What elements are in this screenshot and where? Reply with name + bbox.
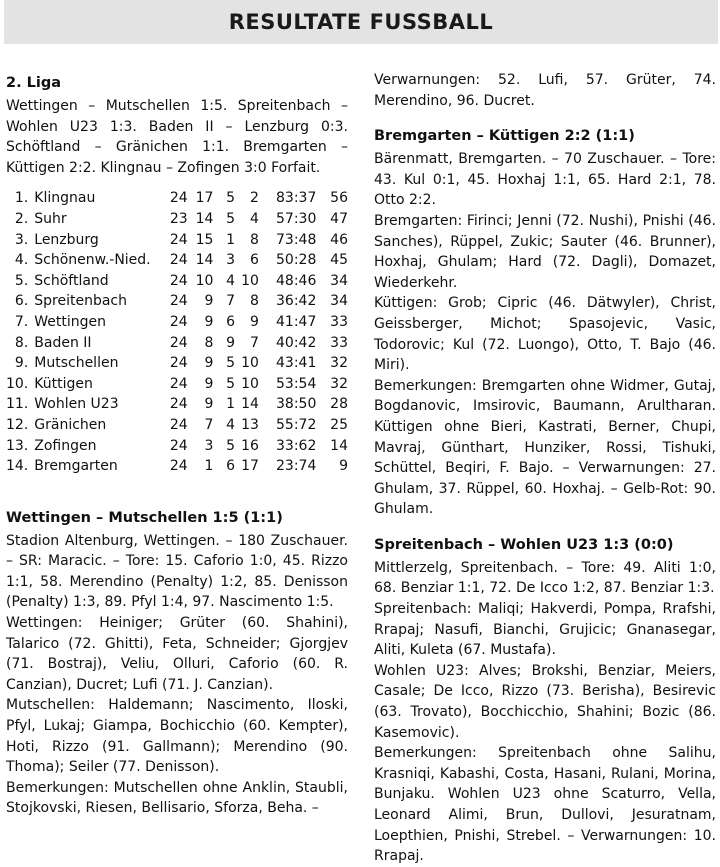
standings-goals-cell: 23:74 bbox=[276, 458, 317, 475]
lineup-team-a: Bremgarten: Firinci; Jenni (72. Nushi), Pnishi (46. Sanches), Rüppel, Zukic; Sauter (46. Brunner), Hoxhaj, Ghulam; Hard (72. Dagli), Domazet, Wiederkehr. bbox=[374, 212, 716, 291]
standings-rank-cell: 7. bbox=[14, 313, 29, 330]
standings-pts-cell: 46 bbox=[330, 231, 348, 248]
standings-gp-cell: 24 bbox=[169, 231, 188, 248]
standings-rank-cell: 1. bbox=[14, 190, 29, 207]
standings-d-cell: 4 bbox=[226, 416, 236, 433]
standings-goals-cell: 53:54 bbox=[276, 375, 317, 392]
match-title: Bremgarten – Küttigen 2:2 (1:1) bbox=[374, 128, 635, 145]
standings-d-cell: 6 bbox=[226, 458, 236, 475]
standings-d-cell: 9 bbox=[226, 334, 236, 351]
standings-rank-cell: 5. bbox=[14, 272, 29, 289]
match-remarks: Bemerkungen: Bremgarten ohne Widmer, Gutaj, Bogdanovic, Imsirovic, Baumann, Arultharan. Küttigen ohne Bieri, Kastrati, Berner, Chupi, Mavraj, Günthart, Hunziker, Rossi, Tishuki, Schüttel, Beqiri, F. Bajo. – Verwarnungen: 27. Ghulam, 37. Rüppel, 60. Hoxhaj. – Gelb-Rot: 90. Ghulam. bbox=[374, 377, 716, 518]
standings-gp-cell: 24 bbox=[169, 293, 188, 310]
standings-l-cell: 13 bbox=[241, 416, 259, 433]
standings-l-cell: 7 bbox=[249, 334, 259, 351]
standings-team-cell: Gränichen bbox=[34, 416, 107, 433]
standings-rank-cell: 13. bbox=[6, 437, 29, 454]
standings-w-cell: 17 bbox=[195, 190, 214, 207]
standings-d-cell: 1 bbox=[226, 396, 236, 413]
standings-pts-cell: 56 bbox=[330, 190, 348, 207]
standings-rank-cell: 4. bbox=[14, 252, 29, 269]
standings-goals-cell: 43:41 bbox=[276, 355, 317, 372]
standings-gp-cell: 24 bbox=[169, 313, 188, 330]
standings-gp-cell: 24 bbox=[169, 396, 188, 413]
standings-goals-cell: 48:46 bbox=[276, 272, 317, 289]
standings-team-cell: Mutschellen bbox=[34, 355, 119, 372]
standings-l-cell: 4 bbox=[249, 210, 259, 227]
standings-team-cell: Lenzburg bbox=[34, 231, 99, 248]
standings-w-cell: 14 bbox=[195, 210, 214, 227]
lineup-team-b: Küttigen: Grob; Cipric (46. Dätwyler), Christ, Geissberger, Michot; Spasojevic, Vasic, Todorovic; Kul (72. Luongo), Otto, T. Bajo (46. Miri). bbox=[374, 295, 716, 374]
standings-rank-cell: 14. bbox=[6, 458, 29, 475]
standings-w-cell: 9 bbox=[204, 313, 214, 330]
standings-pts-cell: 45 bbox=[330, 252, 348, 269]
standings-goals-cell: 83:37 bbox=[276, 190, 317, 207]
standings-goals-cell: 57:30 bbox=[276, 210, 317, 227]
standings-gp-cell: 24 bbox=[169, 190, 188, 207]
standings-team-cell: Schöftland bbox=[34, 272, 109, 289]
standings-l-cell: 8 bbox=[249, 231, 259, 248]
standings-gp-cell: 24 bbox=[169, 375, 188, 392]
standings-w-cell: 8 bbox=[204, 334, 214, 351]
standings-d-cell: 5 bbox=[226, 375, 236, 392]
left-column bbox=[6, 72, 348, 819]
standings-w-cell: 14 bbox=[195, 252, 214, 269]
lineup-team-a: Spreitenbach: Maliqi; Hakverdi, Pompa, Rrafshi, Rrapaj; Nasufi, Bianchi, Grujicic; Gnanasegar, Aliti, Kuleta (67. Mustafa). bbox=[374, 601, 716, 659]
standings-d-cell: 5 bbox=[226, 355, 236, 372]
lineup-team-a: Wettingen: Heiniger; Grüter (60. Shahini), Talarico (72. Ghitti), Feta, Schneider; Gjorgjev (71. Bostraj), Veliu, Olluri, Caforio (60. R. Canzian), Ducret; Lufi (71. J. Canzian). bbox=[6, 615, 348, 693]
match-title: Wettingen – Mutschellen 1:5 (1:1) bbox=[6, 509, 283, 526]
standings-l-cell: 10 bbox=[241, 375, 259, 392]
standings-pts-cell: 33 bbox=[330, 334, 348, 351]
right-column bbox=[374, 70, 716, 867]
standings-team-cell: Spreitenbach bbox=[34, 293, 128, 310]
standings-goals-cell: 73:48 bbox=[276, 231, 317, 248]
standings-team-cell: Wohlen U23 bbox=[34, 396, 119, 413]
standings-pts-cell: 32 bbox=[330, 375, 348, 392]
lineup-team-b: Mutschellen: Haldemann; Nascimento, Iloski, Pfyl, Lukaj; Giampa, Bochicchio (60. Kempter), Hoti, Rizzo (91. Gallmann); Merendino (90. Thoma); Seiler (77. Denisson). bbox=[6, 697, 348, 776]
standings-w-cell: 7 bbox=[204, 416, 214, 433]
standings-rank-cell: 3. bbox=[14, 231, 29, 248]
standings-w-cell: 3 bbox=[204, 437, 214, 454]
standings-gp-cell: 24 bbox=[169, 437, 188, 454]
table-row bbox=[6, 415, 348, 436]
standings-l-cell: 17 bbox=[241, 458, 259, 475]
match-info: Stadion Altenburg, Wettingen. – 180 Zuschauer. – SR: Maracic. – Tore: 15. Caforio 1:0, 45. Rizzo 1:1, 58. Merendino (Penalty) 1:2, 85. Denisson (Penalty) 1:3, 89. Pfyl 1:4, 97. Nascimento 1:5. bbox=[6, 532, 348, 611]
standings-l-cell: 9 bbox=[249, 313, 259, 330]
standings-team-cell: Bremgarten bbox=[34, 458, 118, 475]
table-row bbox=[6, 209, 348, 230]
standings-table bbox=[6, 188, 348, 476]
standings-team-cell: Baden II bbox=[34, 334, 92, 351]
table-row bbox=[6, 250, 348, 271]
standings-d-cell: 5 bbox=[226, 190, 236, 207]
standings-gp-cell: 24 bbox=[169, 272, 188, 289]
match-info: Mittlerzelg, Spreitenbach. – Tore: 49. Aliti 1:0, 68. Benziar 1:1, 72. De Icco 1:2, 87. Benziar 1:3. bbox=[374, 559, 716, 597]
standings-pts-cell: 9 bbox=[339, 458, 348, 475]
standings-goals-cell: 36:42 bbox=[276, 293, 317, 310]
standings-rank-cell: 9. bbox=[14, 355, 29, 372]
standings-gp-cell: 24 bbox=[169, 252, 188, 269]
table-row bbox=[6, 312, 348, 333]
table-row bbox=[6, 333, 348, 354]
standings-goals-cell: 50:28 bbox=[276, 252, 317, 269]
table-row bbox=[6, 291, 348, 312]
standings-l-cell: 14 bbox=[241, 396, 259, 413]
page-header bbox=[4, 0, 718, 44]
standings-l-cell: 16 bbox=[241, 437, 259, 454]
standings-gp-cell: 24 bbox=[169, 334, 188, 351]
standings-w-cell: 9 bbox=[204, 375, 214, 392]
standings-team-cell: Schönenw.-Nied. bbox=[34, 252, 151, 269]
standings-w-cell: 9 bbox=[204, 355, 214, 372]
standings-goals-cell: 33:62 bbox=[276, 437, 317, 454]
standings-rank-cell: 8. bbox=[14, 334, 29, 351]
standings-d-cell: 5 bbox=[226, 210, 236, 227]
table-row bbox=[6, 271, 348, 292]
standings-d-cell: 7 bbox=[226, 293, 236, 310]
standings-w-cell: 15 bbox=[195, 231, 214, 248]
match-remarks-continued: Verwarnungen: 52. Lufi, 57. Grüter, 74. Merendino, 96. Ducret. bbox=[374, 72, 716, 109]
standings-rank-cell: 2. bbox=[14, 210, 29, 227]
standings-rank-cell: 11. bbox=[6, 396, 29, 413]
standings-team-cell: Küttigen bbox=[34, 375, 93, 392]
standings-gp-cell: 24 bbox=[169, 355, 188, 372]
standings-d-cell: 4 bbox=[226, 272, 236, 289]
table-row bbox=[6, 456, 348, 477]
standings-d-cell: 1 bbox=[226, 231, 236, 248]
standings-w-cell: 9 bbox=[204, 396, 214, 413]
standings-l-cell: 10 bbox=[241, 272, 259, 289]
standings-pts-cell: 32 bbox=[330, 355, 348, 372]
standings-rank-cell: 6. bbox=[14, 293, 29, 310]
standings-w-cell: 1 bbox=[204, 458, 214, 475]
standings-w-cell: 10 bbox=[195, 272, 214, 289]
standings-pts-cell: 47 bbox=[330, 210, 348, 227]
league-title: 2. Liga bbox=[6, 75, 62, 91]
standings-pts-cell: 34 bbox=[330, 272, 348, 289]
standings-goals-cell: 55:72 bbox=[276, 416, 317, 433]
match-title: Spreitenbach – Wohlen U23 1:3 (0:0) bbox=[374, 536, 674, 553]
standings-pts-cell: 34 bbox=[330, 293, 348, 310]
standings-gp-cell: 24 bbox=[169, 416, 188, 433]
standings-goals-cell: 41:47 bbox=[276, 313, 317, 330]
standings-rank-cell: 12. bbox=[6, 416, 29, 433]
standings-rank-cell: 10. bbox=[6, 375, 29, 392]
standings-l-cell: 10 bbox=[241, 355, 259, 372]
standings-w-cell: 9 bbox=[204, 293, 214, 310]
standings-d-cell: 5 bbox=[226, 437, 236, 454]
standings-team-cell: Klingnau bbox=[34, 190, 96, 207]
page-title: RESULTATE FUSSBALL bbox=[228, 10, 494, 34]
standings-pts-cell: 14 bbox=[330, 437, 348, 454]
standings-gp-cell: 23 bbox=[169, 210, 188, 227]
standings-l-cell: 8 bbox=[249, 293, 259, 310]
standings-pts-cell: 25 bbox=[330, 416, 348, 433]
standings-goals-cell: 38:50 bbox=[276, 396, 317, 413]
standings-team-cell: Zofingen bbox=[34, 437, 97, 454]
table-row bbox=[6, 188, 348, 209]
standings-team-cell: Wettingen bbox=[34, 313, 107, 330]
table-row bbox=[6, 374, 348, 395]
standings-pts-cell: 33 bbox=[330, 313, 348, 330]
standings-team-cell: Suhr bbox=[34, 210, 67, 227]
table-row bbox=[6, 230, 348, 251]
lineup-team-b: Wohlen U23: Alves; Brokshi, Benziar, Meiers, Casale; De Icco, Rizzo (73. Berisha), Besirevic (63. Trovato), Bocchicchio, Shahini; Bozic (86. Kasemovic). bbox=[374, 662, 716, 741]
standings-l-cell: 2 bbox=[249, 190, 259, 207]
standings-pts-cell: 28 bbox=[330, 396, 348, 413]
standings-gp-cell: 24 bbox=[169, 458, 188, 475]
standings-goals-cell: 40:42 bbox=[276, 334, 317, 351]
standings-d-cell: 3 bbox=[226, 252, 236, 269]
standings-l-cell: 6 bbox=[249, 252, 259, 269]
match-info: Bärenmatt, Bremgarten. – 70 Zuschauer. – Tore: 43. Kul 0:1, 45. Hoxhaj 1:1, 65. Hard 2:1, 78. Otto 2:2. bbox=[374, 151, 716, 209]
table-row bbox=[6, 353, 348, 374]
results-summary: Wettingen – Mutschellen 1:5. Spreitenbach – Wohlen U23 1:3. Baden II – Lenzburg 0:3. Schöftland – Gränichen 1:1. Bremgarten – Küttigen 2:2. Klingnau – Zofingen 3:0 Forfait. bbox=[6, 98, 348, 176]
table-row bbox=[6, 436, 348, 457]
standings-d-cell: 6 bbox=[226, 313, 236, 330]
match-remarks: Bemerkungen: Mutschellen ohne Anklin, Staubli, Stojkovski, Riesen, Bellisario, Sforza, Beha. – bbox=[6, 779, 348, 817]
table-row bbox=[6, 394, 348, 415]
match-remarks: Bemerkungen: Spreitenbach ohne Salihu, Krasniqi, Kabashi, Costa, Hasani, Rulani, Morina, Bunjaku. Wohlen U23 ohne Scaturro, Vella, Leonard Alimi, Brun, Dullovi, Jesuratnam, Loepthien, Pnishi, Strebel. – Verwarnungen: 10. Rrapaj. bbox=[374, 745, 716, 865]
